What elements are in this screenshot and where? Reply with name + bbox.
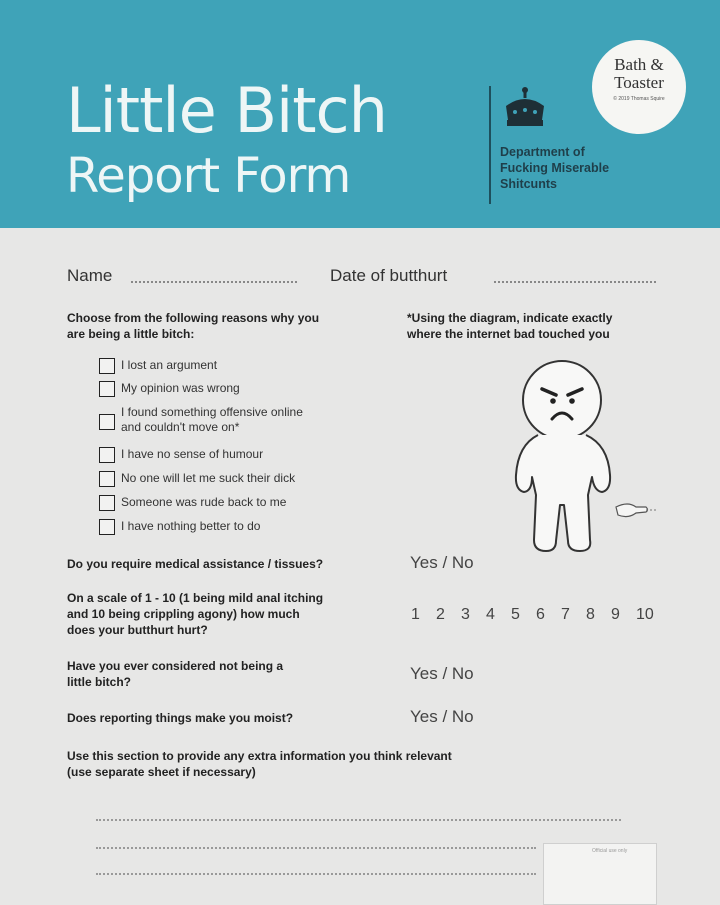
scale-value[interactable]: 4 (486, 606, 495, 623)
header-divider (489, 86, 491, 204)
crown-icon (500, 86, 550, 132)
scale-value[interactable]: 2 (436, 606, 445, 623)
extra-info-line[interactable] (96, 818, 621, 821)
checkbox-opinion-wrong[interactable] (99, 381, 115, 397)
answer-considered[interactable]: Yes / No (410, 664, 474, 683)
reason-no-humour: I have no sense of humour (121, 447, 264, 461)
extra-info-line[interactable] (96, 846, 536, 849)
extra-info-heading: Use this section to provide any extra information you think relevant (use separate sheet if necessary) (67, 749, 452, 779)
date-label: Date of butthurt (330, 266, 448, 285)
scale-value[interactable]: 5 (511, 606, 520, 623)
reason-lost-argument: I lost an argument (121, 358, 218, 372)
question-considered: Have you ever considered not being a little bitch? (67, 659, 284, 689)
question-moist: Does reporting things make you moist? (67, 711, 294, 725)
checkbox-no-one[interactable] (99, 471, 115, 487)
name-field[interactable] (131, 280, 297, 283)
checkbox-no-humour[interactable] (99, 447, 115, 463)
answer-moist[interactable]: Yes / No (410, 707, 474, 726)
reasons-heading: Choose from the following reasons why you are being a little bitch: (67, 311, 320, 341)
diagram-heading: *Using the diagram, indicate exactly where the internet bad touched you (407, 311, 613, 341)
official-use-box: Official use only (543, 843, 657, 905)
scale-value[interactable]: 3 (461, 606, 470, 623)
extra-info-line[interactable] (96, 872, 536, 875)
scale-value[interactable]: 7 (561, 606, 570, 623)
department-name: Department of Fucking Miserable Shitcunts (500, 145, 610, 191)
checkbox-offensive[interactable] (99, 414, 115, 430)
checkbox-rude-back[interactable] (99, 495, 115, 511)
scale-value[interactable]: 8 (586, 606, 595, 623)
scale-value[interactable]: 10 (636, 606, 654, 623)
answer-medical[interactable]: Yes / No (410, 553, 474, 572)
question-medical: Do you require medical assistance / tissues? (67, 557, 324, 571)
header-banner (0, 0, 720, 228)
form-title-line1: Little Bitch (66, 74, 387, 147)
form-title-line2: Report Form (66, 148, 351, 204)
pointing-hand-icon (616, 504, 656, 517)
date-field[interactable] (494, 280, 656, 283)
question-scale: On a scale of 1 - 10 (1 being mild anal itching and 10 being crippling agony) how much does your butthurt hurt? (67, 591, 324, 637)
reason-no-one: No one will let me suck their dick (121, 471, 296, 485)
reason-opinion-wrong: My opinion was wrong (121, 381, 240, 395)
reason-rude-back: Someone was rude back to me (121, 495, 287, 509)
checkbox-nothing-better[interactable] (99, 519, 115, 535)
checkbox-lost-argument[interactable] (99, 358, 115, 374)
brand-badge: Bath & Toaster © 2019 Thomas Squire (592, 40, 686, 134)
reason-offensive: I found something offensive online and couldn't move on* (121, 405, 303, 434)
name-label: Name (67, 266, 113, 285)
scale-value[interactable]: 6 (536, 606, 545, 623)
scale-value[interactable]: 9 (611, 606, 620, 623)
scale-value[interactable]: 1 (411, 606, 420, 623)
angry-figure-icon[interactable] (510, 355, 660, 555)
reason-nothing-better: I have nothing better to do (121, 519, 261, 533)
